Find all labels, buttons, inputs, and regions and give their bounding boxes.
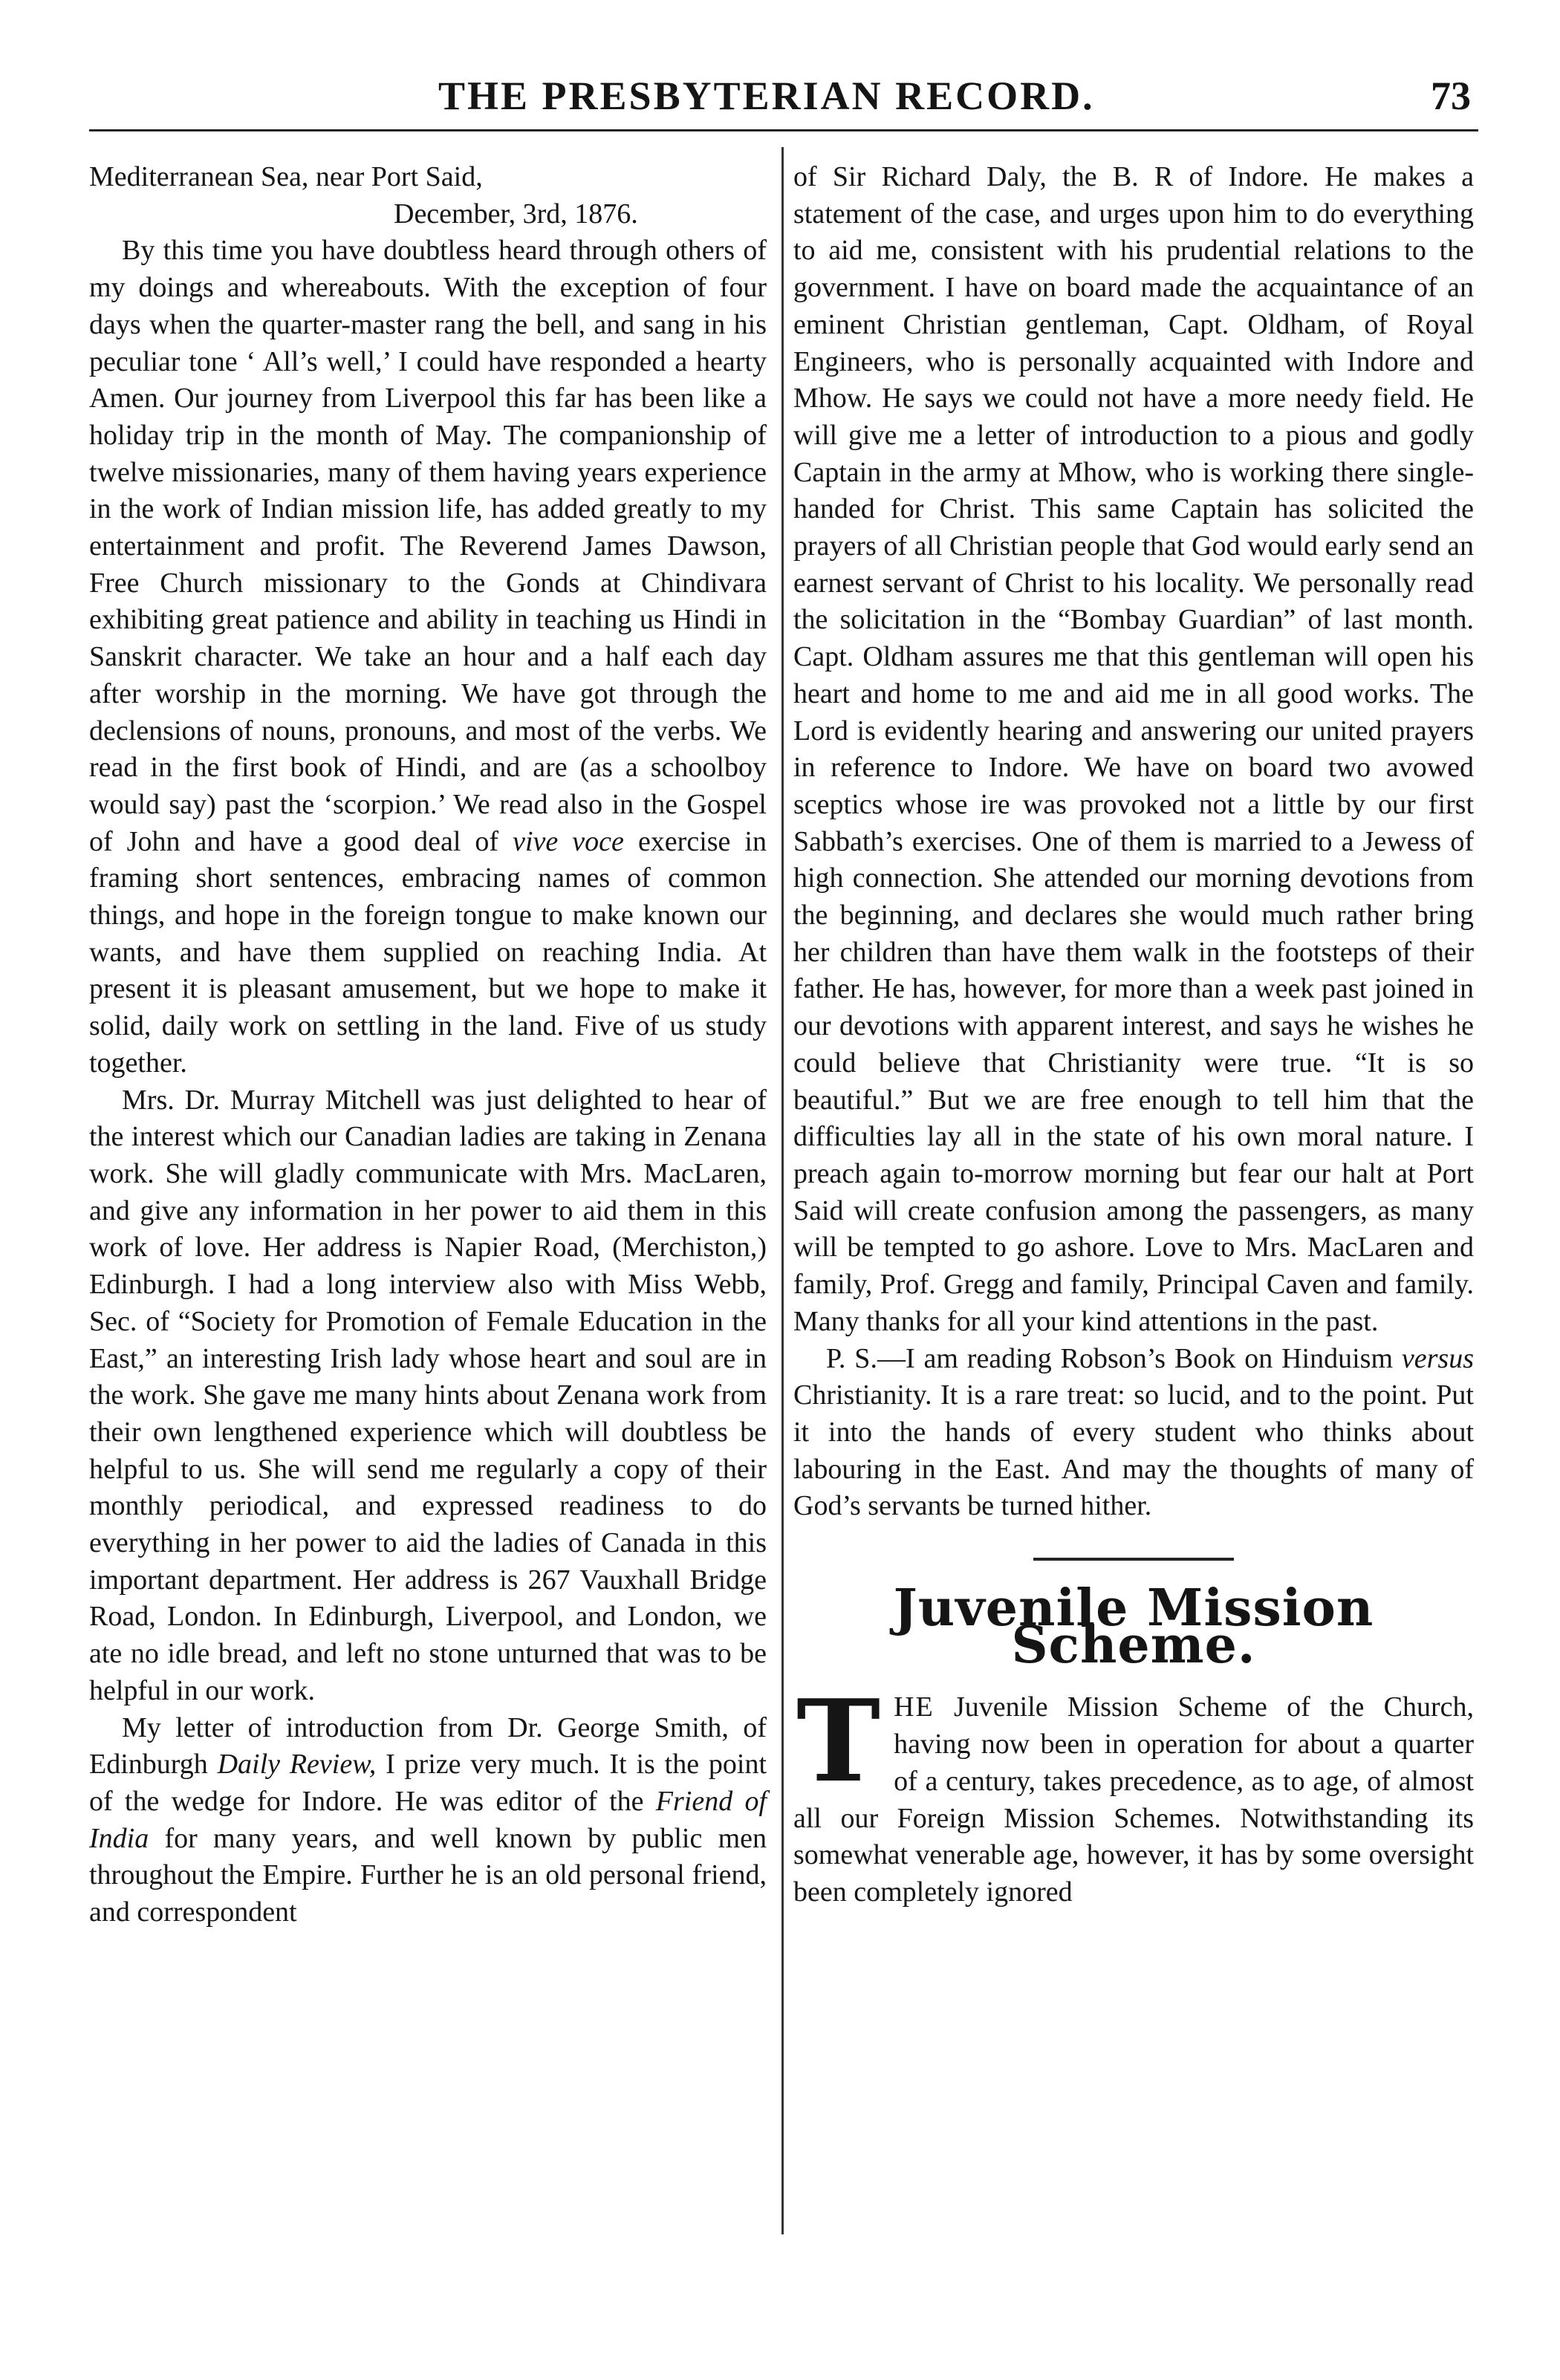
- scheme-paragraph: [793, 1674, 1474, 1911]
- letter-paragraph-3-start: My letter of introduction from Dr. George Smith, of Edinburgh: [89, 1711, 767, 1781]
- journal-title: THE PRESBYTERIAN RECORD.: [438, 74, 1095, 118]
- column-rule: [781, 147, 784, 2234]
- running-head: [89, 67, 1486, 126]
- page-number: 73: [1431, 74, 1471, 118]
- postscript-start: P. S.—I am reading Robson’s Book on Hinduism: [826, 1342, 1393, 1374]
- letter-place: Mediterranean Sea, near Port Said,: [89, 161, 483, 192]
- versus-italic: versus: [1401, 1342, 1474, 1374]
- drop-cap: T: [796, 1674, 881, 1808]
- letter-paragraph-3-mid: I prize very much. It is the point of the wedge for Indore. He was editor of the: [89, 1749, 767, 1817]
- letter-paragraph-2: Mrs. Dr. Murray Mitchell was just delighted to hear of the interest which our Canadian ladies are taking in Zenana work. She will gladly communicate with Mrs. MacLaren, and give any information in her power to aid them in this work of love. Her address is Napier Road, (Merchiston,) Edinburgh. I had a long interview also with Miss Webb, Sec. of “Society for Promotion of Female Education in the East,” an interesting Irish lady whose heart and soul are in the work. She gave me many hints about Zenana work from their own lengthened experience which will doubtless be helpful to us. She will send me regularly a copy of their monthly periodical, and expressed readiness to do everything in her power to aid the ladies of Canada in this important department. Her address is 267 Vauxhall Bridge Road, London. In Edinburgh, Liverpool, and London, we ate no idle bread, and left no stone unturned that was to be helpful in our work.: [89, 1084, 767, 1706]
- friend-of-india-italic: Friend of India: [89, 1785, 767, 1854]
- right-column: [793, 159, 1474, 1911]
- postscript: [793, 1341, 1474, 1526]
- letter-date: December, 3rd, 1876.: [394, 198, 638, 230]
- letter-paragraph-1: [89, 233, 767, 1082]
- letter-paragraph-1-text: By this time you have doubtless heard through others of my doings and whereabouts. With the exception of four days when the quarter-master rang the bell, and sang in his peculiar tone ‘ All’s well,’ I could have responded a hearty Amen. Our journey from Liverpool this far has been like a holiday trip in the month of May. The companionship of twelve missionaries, many of them having years experience in the work of Indian mission life, has added greatly to my entertainment and profit. The Reverend James Dawson, Free Church missionary to the Gonds at Chindivara exhibiting great patience and ability in teaching us Hindi in Sanskrit character. We take an hour and a half each day after worship in the morning. We have got through the declensions of nouns, pronouns, and most of the verbs. We read in the first book of Hindi, and are (as a schoolboy would say) past the ‘scorpion.’ We read also in the Gospel of John and have a good deal of: [89, 235, 767, 857]
- letter-dateline: [89, 159, 767, 233]
- header-rule: [89, 129, 1478, 131]
- letter-paragraph-3: [89, 1710, 767, 1931]
- postscript-end: Christianity. It is a rare treat: so lucid, and to the point. Put it into the hands of every student who thinks about labouring in the East. And may the thoughts of many of God’s servants be turned hither.: [793, 1379, 1474, 1522]
- left-column: [89, 159, 767, 1931]
- scheme-heading: Juvenile Mission Scheme.: [893, 1578, 1374, 1675]
- section-separator: [1033, 1558, 1234, 1561]
- vive-voce-italic: vive voce: [513, 825, 624, 857]
- letter-paragraph-3-continued: of Sir Richard Daly, the B. R of Indore. He makes a statement of the case, and urges upon him to do everything to aid me, consistent with his prudential relations to the government. I have on board made the acquaintance of an eminent Christian gentleman, Capt. Oldham, of Royal Engineers, who is personally acquainted with Indore and Mhow. He says we could not have a more needy field. He will give me a letter of introduction to a pious and godly Captain in the army at Mhow, who is working there single-handed for Christ. This same Captain has solicited the prayers of all Christian people that God would early send an earnest servant of Christ to his locality. We personally read the solicitation in the “Bombay Guardian” of last month. Capt. Oldham assures me that this gentleman will open his heart and home to me and aid me in all good works. The Lord is evidently hearing and answering our united prayers in reference to Indore. We have on board two avowed sceptics whose ire was provoked not a little by our first Sabbath’s exercises. One of them is married to a Jewess of high connection. She attended our morning devotions from the beginning, and declares she would much rather bring her children than have them walk in the footsteps of their father. He has, however, for more than a week past joined in our devotions with apparent interest, and says he wishes he could believe that Christianity were true. “It is so beautiful.” But we are free enough to tell him that the difficulties lay all in the state of his own moral nature. I preach again to-morrow morning but fear our halt at Port Said will create confusion among the passengers, as many will be tempted to go ashore. Love to Mrs. MacLaren and family, Prof. Gregg and family, Principal Caven and family. Many thanks for all your kind attentions in the past.: [793, 161, 1474, 1337]
- scheme-paragraph-text: Juvenile Mission Scheme of the Church, having now been in operation for about a quarter of a century, takes precedence, as to age, of almost all our Foreign Mission Schemes. Notwithstanding its somewhat venerable age, however, it has by some oversight been completely ignored: [793, 1691, 1474, 1908]
- scheme-lead-caps: HE: [894, 1691, 935, 1723]
- letter-paragraph-1-end: exercise in framing short sentences, embracing names of common things, and hope in the foreign tongue to make known our wants, and have them supplied on reaching India. At present it is pleasant amusement, but we hope to make it solid, daily work on settling in the land. Five of us study together.: [89, 825, 767, 1079]
- daily-review-italic: Daily Review,: [217, 1749, 377, 1781]
- letter-paragraph-3-end: for many years, and well known by public men throughout the Empire. Further he is an old personal friend, and correspondent: [89, 1822, 767, 1928]
